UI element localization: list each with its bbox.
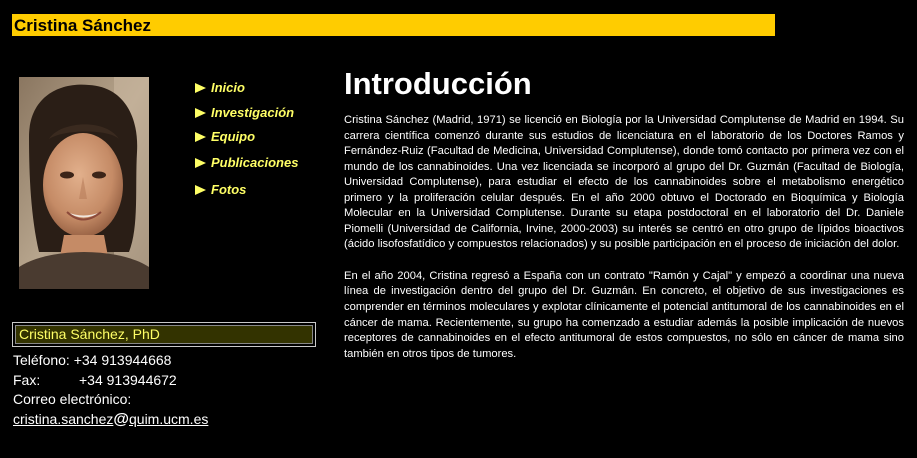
intro-content bbox=[344, 113, 904, 378]
nav-item-label: Fotos bbox=[211, 182, 247, 197]
profile-name-box bbox=[12, 322, 316, 347]
fax-row bbox=[13, 371, 208, 391]
contact-info bbox=[13, 351, 208, 429]
intro-paragraph: En el año 2004, Cristina regresó a España con un contrato "Ramón y Cajal" y empezó a coordinar una nueva línea de investigación dentro del grupo del Dr. Guzmán. En concreto, el objetivo de sus investigaciones es comprender en términos moleculares y explotar clínicamente el potencial antitumoral de los cannabinoides en el cáncer de mama. Recientemente, su grupo ha comenzado a estudiar además la posible implicación de nuevos receptores de cannabinoides en el efecto antitumoral de estos compuestos, no sólo en cáncer de mama sino también en otros tipos de tumores. bbox=[344, 269, 904, 360]
nav-item-label: Inicio bbox=[211, 80, 245, 95]
triangle-arrow-icon bbox=[195, 185, 206, 195]
triangle-arrow-icon bbox=[195, 158, 206, 168]
site-title: Cristina Sánchez bbox=[14, 16, 151, 35]
fax-value: +34 913944672 bbox=[79, 371, 177, 388]
nav-item-inicio[interactable] bbox=[195, 80, 245, 95]
phone-row bbox=[13, 351, 208, 371]
page-title: Introducción bbox=[344, 66, 532, 101]
triangle-arrow-icon bbox=[195, 132, 206, 142]
profile-name: Cristina Sánchez, PhD bbox=[15, 325, 313, 344]
email-user-link[interactable]: cristina.sanchez bbox=[13, 410, 114, 427]
profile-photo bbox=[19, 77, 149, 289]
email-label: Correo electrónico: bbox=[13, 391, 132, 407]
nav-item-label: Equipo bbox=[211, 129, 256, 144]
nav-item-label: Publicaciones bbox=[211, 155, 299, 170]
phone-label: Teléfono: bbox=[13, 352, 70, 368]
nav-item-label: Investigación bbox=[211, 105, 295, 120]
phone-value: +34 913944668 bbox=[73, 352, 172, 368]
at-sign: @ bbox=[113, 410, 129, 428]
intro-paragraph: Cristina Sánchez (Madrid, 1971) se licenció en Biología por la Universidad Complutense de Madrid en 1994. Su carrera científica comenzó durante sus estudios de licenciatura en el laboratorio de los Doctores Ramos y Fernández-Ruiz (Facultad de Medicina, Universidad Complutense), donde tomó contacto por primera vez con el mundo de los cannabinoides. Una vez licenciada se incorporó al grupo del Dr. Guzmán (Facultad de Biología, Universidad Complutense), para estudiar el efecto de los cannabinoides sobre el metabolismo energético primero y la proliferación celular después. En el año 2000 obtuvo el Doctorado en Bioquímica y Biología Molecular en la Universidad Complutense. Durante su etapa postdoctoral en el laboratorio del Dr. Daniele Piomelli (Universidad de California, Irvine, 2000-2003) su interés se centró en otro grupo de lípidos bioactivos (ácido lisofosfatídico y compuestos relacionados) y su posible participación en el proceso de iniciación del dolor. bbox=[344, 114, 904, 251]
triangle-arrow-icon bbox=[195, 108, 206, 118]
nav-item-equipo[interactable] bbox=[195, 129, 255, 144]
portrait-image bbox=[19, 77, 149, 289]
nav-item-fotos[interactable] bbox=[195, 182, 246, 197]
nav-item-investigacion[interactable] bbox=[195, 105, 294, 120]
nav-item-publicaciones[interactable] bbox=[195, 155, 298, 170]
triangle-arrow-icon bbox=[195, 83, 206, 93]
email-domain-link[interactable]: quim.ucm.es bbox=[129, 410, 209, 427]
fax-label: Fax: bbox=[13, 371, 41, 388]
header-bar bbox=[12, 14, 775, 36]
email-row bbox=[13, 410, 208, 430]
